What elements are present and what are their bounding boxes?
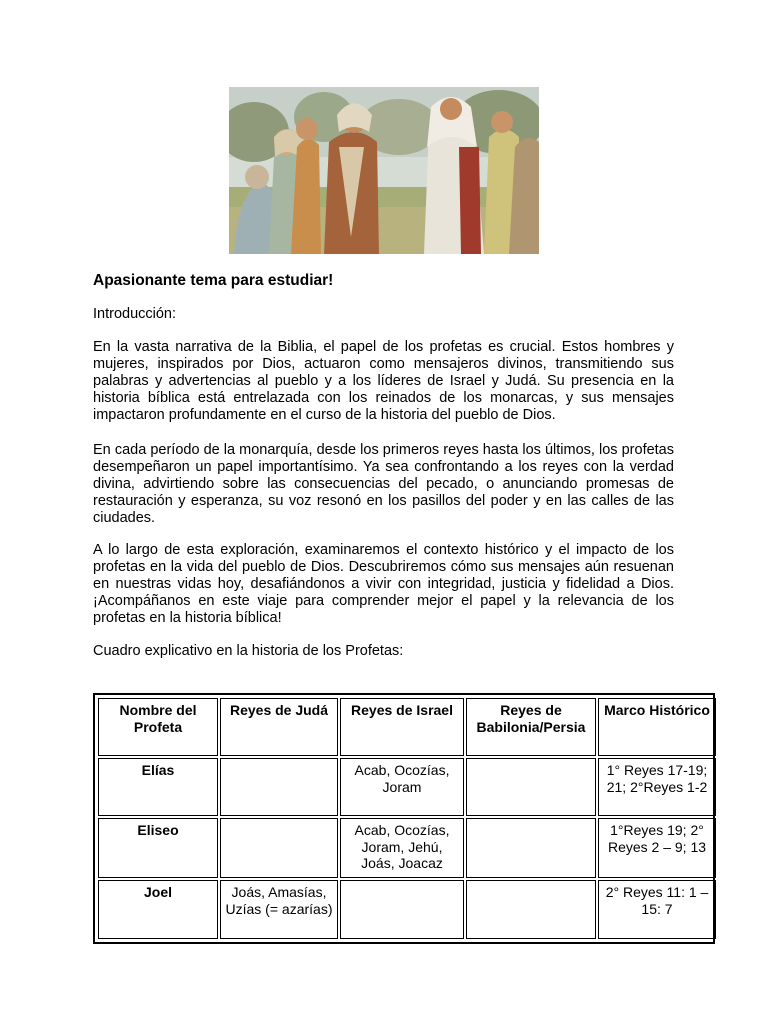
table-row: [98, 880, 716, 939]
prophets-illustration: [229, 87, 539, 254]
cell-kings-judah: Joás, Amasías, Uzías (= azarías): [220, 880, 338, 939]
cell-kings-babylon-persia: [466, 818, 596, 878]
intro-paragraph-2: En cada período de la monarquía, desde los primeros reyes hasta los últimos, los profetas desempeñaron un papel importantísimo. Ya sea confrontando a los reyes con la verdad divina, advirtiendo sobre las consecuencias del pecado, o anunciando promesas de restauración y esperanza, su voz resonó en los pasillos del poder y en las calles de las ciudades.: [93, 442, 674, 526]
cell-kings-babylon-persia: [466, 758, 596, 816]
cell-kings-israel: [340, 880, 464, 939]
intro-label: Introducción:: [93, 306, 177, 322]
prophets-table-frame: [93, 693, 715, 944]
cell-kings-israel: Acab, Ocozías, Joram: [340, 758, 464, 816]
cell-historical-frame: 1° Reyes 17-19; 21; 2°Reyes 1-2: [598, 758, 716, 816]
table-header-row: [98, 698, 716, 756]
cell-kings-judah: [220, 758, 338, 816]
table-caption: Cuadro explicativo en la historia de los Profetas:: [93, 643, 404, 659]
cell-prophet-name: Eliseo: [98, 818, 218, 878]
header-kings-babylon-persia: Reyes de Babilonia/Persia: [466, 698, 596, 756]
intro-paragraph-3: A lo largo de esta exploración, examinaremos el contexto histórico y el impacto de los profetas en la vida del pueblo de Dios. Descubriremos cómo sus mensajes aún resuenan en nuestras vidas hoy, desafiándonos a vivir con integridad, justicia y fidelidad a Dios. ¡Acompáñanos en este viaje para comprender mejor el papel y la relevancia de los profetas en la historia bíblica!: [93, 542, 674, 626]
cell-prophet-name: Elías: [98, 758, 218, 816]
intro-paragraph-1: En la vasta narrativa de la Biblia, el papel de los profetas es crucial. Estos hombres y mujeres, inspirados por Dios, actuaron como mensajeros divinos, transmitiendo sus palabras y advertencias al pueblo y a los líderes de Israel y Judá. Su presencia en la historia bíblica está entrelazada con los reinados de los monarcas, y sus mensajes impactaron profundamente en el curso de la historia del pueblo de Dios.: [93, 339, 674, 423]
cell-historical-frame: 2° Reyes 11: 1 – 15: 7: [598, 880, 716, 939]
cell-kings-babylon-persia: [466, 880, 596, 939]
page-heading: Apasionante tema para estudiar!: [93, 272, 334, 289]
table-row: [98, 758, 716, 816]
header-kings-judah: Reyes de Judá: [220, 698, 338, 756]
cell-kings-israel: Acab, Ocozías, Joram, Jehú, Joás, Joacaz: [340, 818, 464, 878]
prophets-table: [96, 696, 718, 941]
cell-prophet-name: Joel: [98, 880, 218, 939]
header-prophet-name: Nombre del Profeta: [98, 698, 218, 756]
header-kings-israel: Reyes de Israel: [340, 698, 464, 756]
cell-historical-frame: 1°Reyes 19; 2° Reyes 2 – 9; 13: [598, 818, 716, 878]
header-historical-frame: Marco Histórico: [598, 698, 716, 756]
table-row: [98, 818, 716, 878]
prophets-group-illustration: [229, 87, 539, 254]
cell-kings-judah: [220, 818, 338, 878]
